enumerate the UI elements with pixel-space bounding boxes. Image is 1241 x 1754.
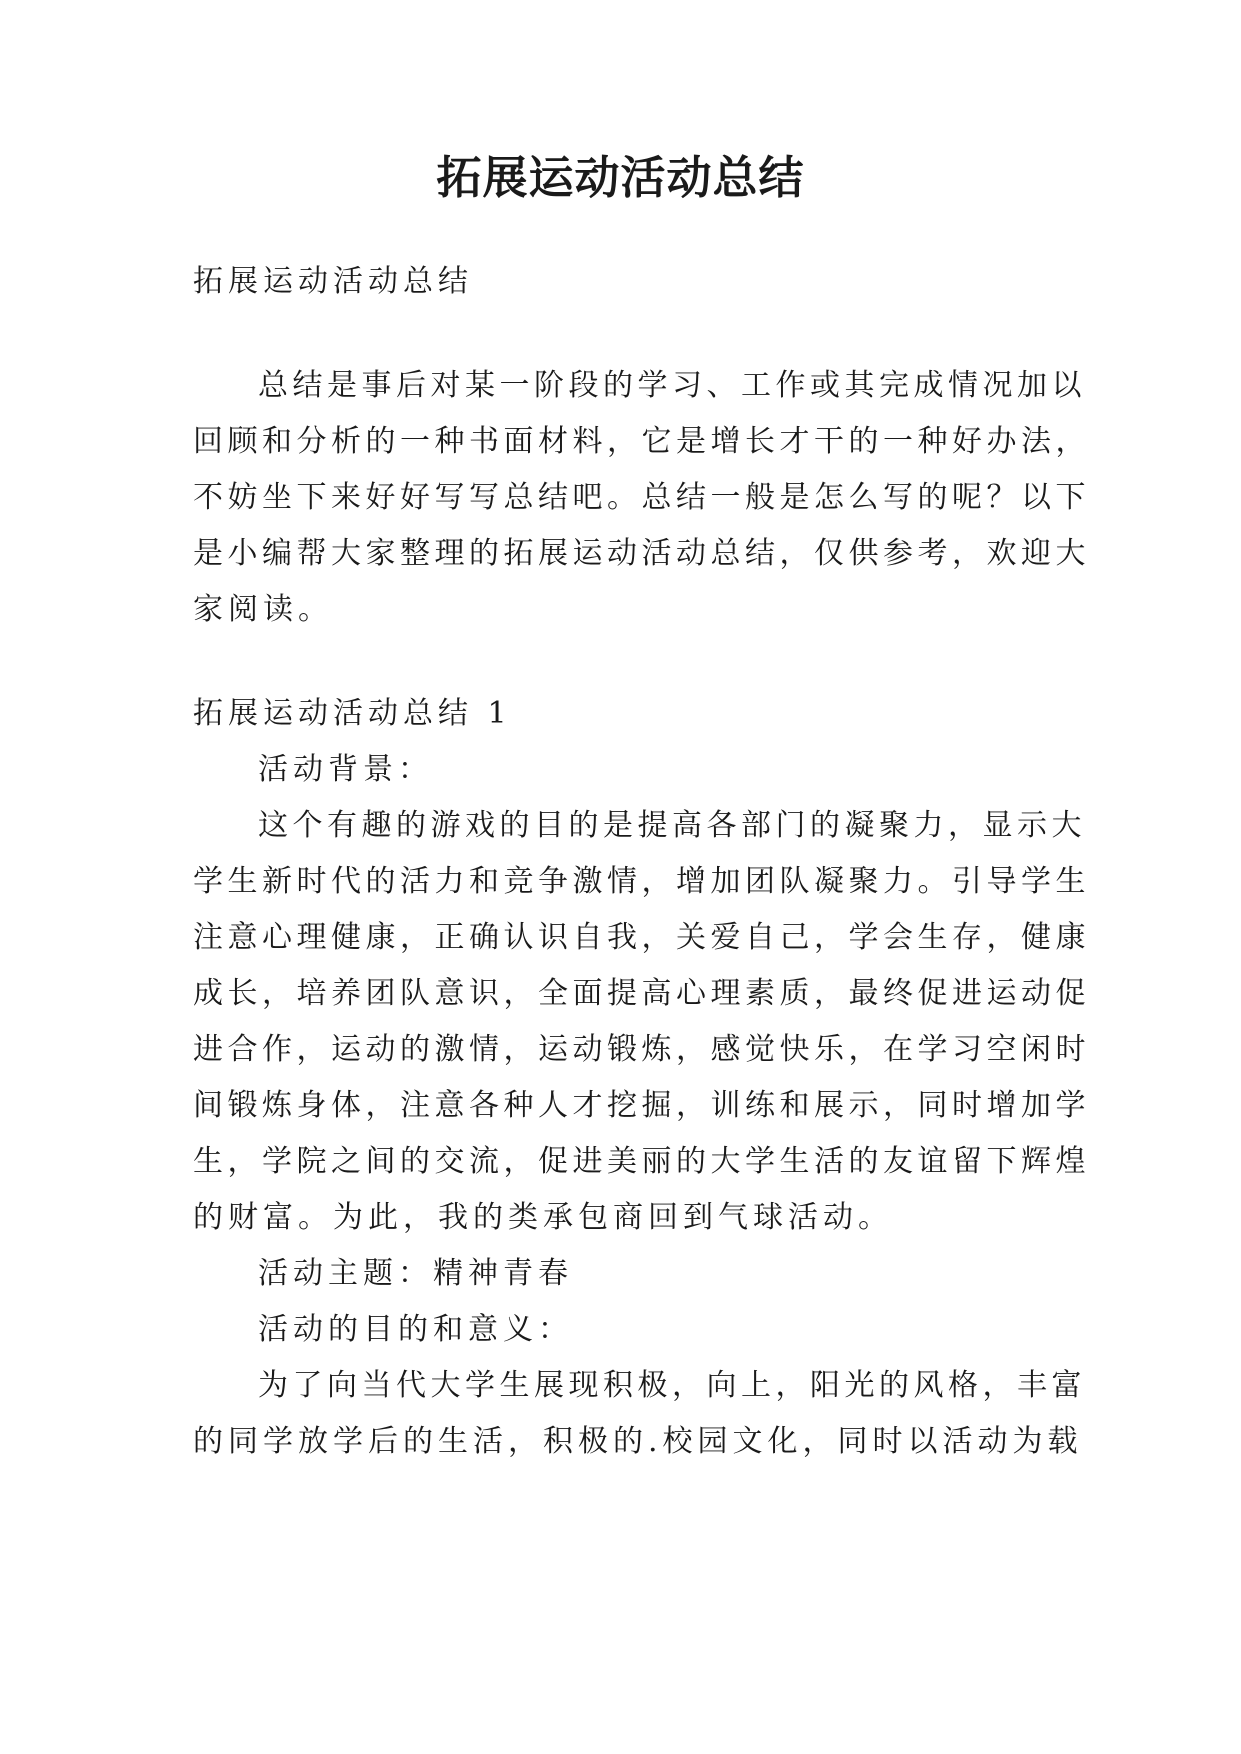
document-title: 拓展运动活动总结 [436, 151, 805, 204]
purpose-line: 为了向当代大学生展现积极，向上，阳光的风格，丰富 [258, 1368, 1086, 1403]
intro-line: 总结是事后对某一阶段的学习、工作或其完成情况加以 [258, 368, 1086, 403]
background-line: 这个有趣的游戏的目的是提高各部门的凝聚力，显示大 [258, 808, 1086, 843]
intro-line: 家阅读。 [193, 592, 333, 627]
background-line: 的财富。为此，我的类承包商回到气球活动。 [193, 1200, 893, 1235]
intro-line: 不妨坐下来好好写写总结吧。总结一般是怎么写的呢？以下 [193, 480, 1090, 515]
background-line: 间锻炼身体，注意各种人才挖掘，训练和展示，同时增加学 [193, 1088, 1090, 1123]
purpose-label: 活动的目的和意义： [258, 1312, 573, 1347]
purpose-line: 的同学放学后的生活，积极的.校园文化，同时以活动为载 [193, 1424, 1083, 1459]
intro-line: 回顾和分析的一种书面材料，它是增长才干的一种好办法， [193, 424, 1090, 459]
background-line: 进合作，运动的激情，运动锻炼，感觉快乐，在学习空闲时 [193, 1032, 1090, 1067]
intro-line: 是小编帮大家整理的拓展运动活动总结，仅供参考，欢迎大 [193, 536, 1090, 571]
theme-line: 活动主题：精神青春 [258, 1256, 573, 1291]
document-subtitle: 拓展运动活动总结 [193, 264, 473, 299]
background-line: 注意心理健康，正确认识自我，关爱自己，学会生存，健康 [193, 920, 1090, 955]
background-line: 生，学院之间的交流，促进美丽的大学生活的友谊留下辉煌 [193, 1144, 1090, 1179]
background-line: 学生新时代的活力和竞争激情，增加团队凝聚力。引导学生 [193, 864, 1090, 899]
section-heading: 拓展运动活动总结 1 [193, 696, 512, 731]
background-line: 成长，培养团队意识，全面提高心理素质，最终促进运动促 [193, 976, 1090, 1011]
background-label: 活动背景： [258, 752, 433, 787]
